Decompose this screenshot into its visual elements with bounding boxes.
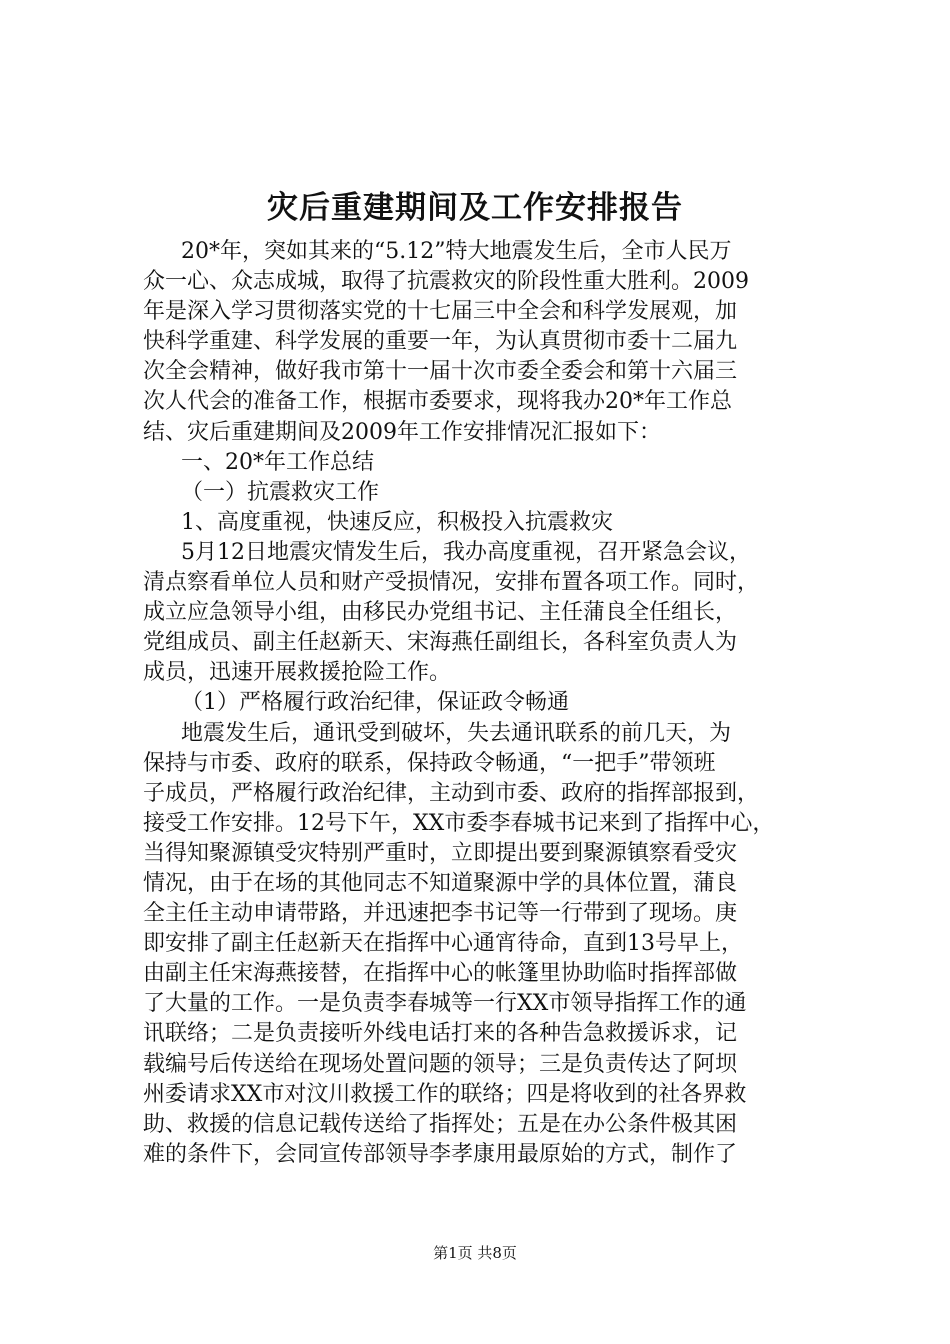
text-line: 结、灾后重建期间及2009年工作安排情况汇报如下：: [143, 419, 661, 445]
text-line: （1）严格履行政治纪律，保证政令畅通: [181, 690, 569, 716]
text-line: 5月12日地震灾情发生后，我办高度重视，召开紧急会议，: [181, 539, 751, 565]
text-line: 接受工作安排。12号下午，XX市委李春城书记来到了指挥中心，: [143, 810, 775, 836]
text-line: 20*年，突如其来的“5.12”特大地震发生后，全市人民万: [181, 239, 732, 264]
text-line: 全主任主动申请带路，并迅速把李书记等一行带到了现场。庚: [143, 901, 738, 927]
text-line: 助、救援的信息记载传送给了指挥处；五是在办公条件极其困: [143, 1111, 738, 1137]
text-line: 成员，迅速开展救援抢险工作。: [143, 660, 452, 686]
text-line: 保持与市委、政府的联系，保持政令畅通，“一把手”带领班: [143, 750, 716, 776]
text-line: 党组成员、副主任赵新天、宋海燕任副组长，各科室负责人为: [143, 630, 738, 656]
text-line: 情况，由于在场的其他同志不知道聚源中学的具体位置，蒲良: [143, 870, 738, 896]
text-line: 地震发生后，通讯受到破坏，失去通讯联系的前几天，为: [181, 720, 732, 746]
text-line: 次全会精神，做好我市第十一届十次市委全委会和第十六届三: [143, 359, 738, 385]
text-line: （一）抗震救灾工作: [181, 479, 380, 505]
text-line: 清点察看单位人员和财产受损情况，安排布置各项工作。同时，: [143, 570, 760, 596]
text-line: 州委请求XX市对汶川救援工作的联络；四是将收到的社各界救: [143, 1081, 747, 1107]
text-line: 众一心、众志成城，取得了抗震救灾的阶段性重大胜利。2009: [143, 269, 749, 295]
text-line: 年是深入学习贯彻落实党的十七届三中全会和科学发展观，加: [143, 299, 738, 325]
text-line: 子成员，严格履行政治纪律，主动到市委、政府的指挥部报到，: [143, 780, 760, 806]
text-line: 讯联络；二是负责接听外线电话打来的各种告急救援诉求，记: [143, 1021, 738, 1047]
document-body: [143, 237, 863, 1170]
text-line: 了大量的工作。一是负责李春城等一行XX市领导指挥工作的通: [143, 991, 747, 1017]
page-footer: 第1页 共8页: [433, 1244, 517, 1262]
text-line: 由副主任宋海燕接替，在指挥中心的帐篷里协助临时指挥部做: [143, 961, 738, 987]
text-line: 成立应急领导小组，由移民办党组书记、主任蒲良全任组长，: [143, 600, 738, 626]
text-line: 当得知聚源镇受灾特别严重时，立即提出要到聚源镇察看受灾: [143, 840, 738, 866]
document-title: 灾后重建期间及工作安排报告: [267, 190, 683, 226]
text-line: 一、20*年工作总结: [181, 449, 374, 475]
text-line: 即安排了副主任赵新天在指挥中心通宵待命，直到13号早上，: [143, 931, 743, 957]
text-line: 快科学重建、科学发展的重要一年，为认真贯彻市委十二届九: [143, 329, 738, 355]
text-line: 载编号后传送给在现场处置问题的领导；三是负责传达了阿坝: [143, 1051, 738, 1077]
text-line: 次人代会的准备工作，根据市委要求，现将我办20*年工作总: [143, 389, 732, 415]
text-line: 难的条件下，会同宣传部领导李孝康用最原始的方式，制作了: [143, 1141, 738, 1167]
text-line: 1、高度重视，快速反应，积极投入抗震救灾: [181, 509, 613, 535]
